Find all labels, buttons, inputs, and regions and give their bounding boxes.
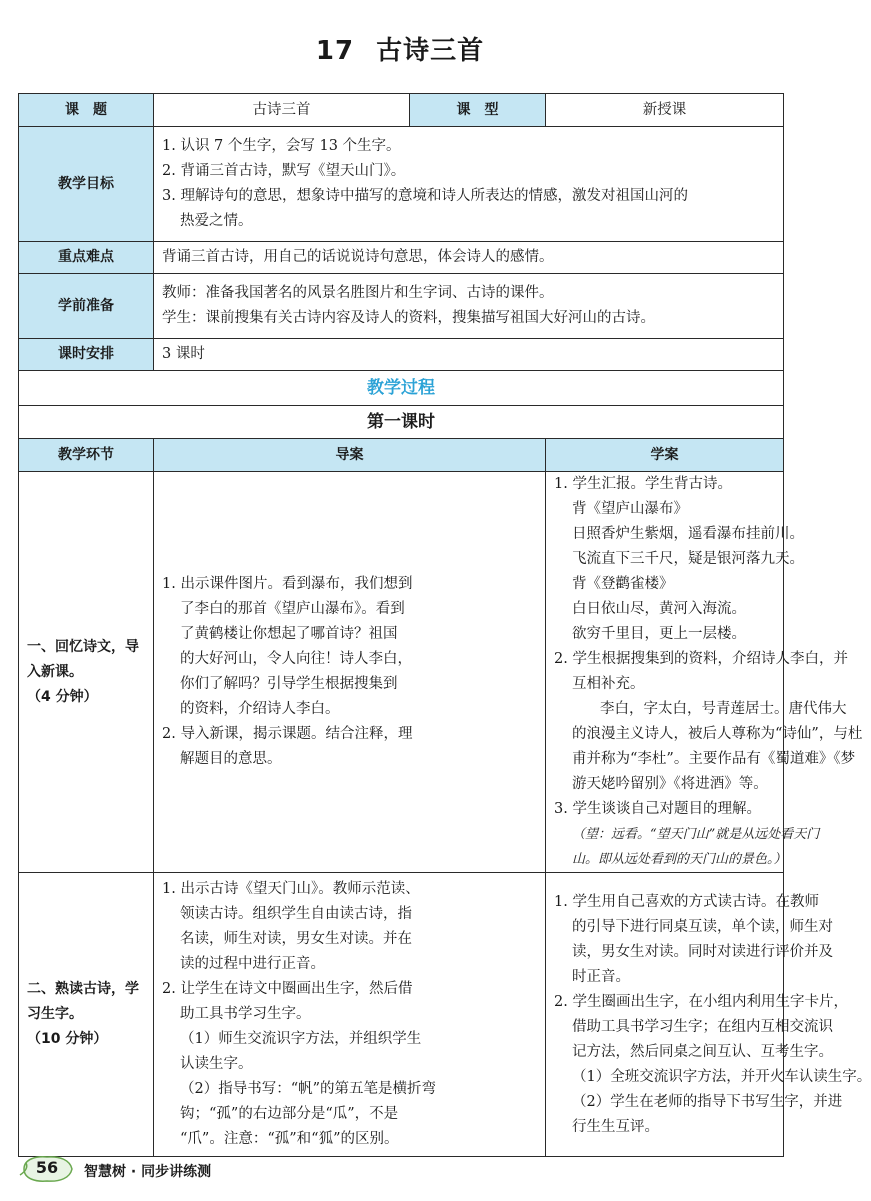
stage-name-line: 二、熟读古诗，学 [27,981,139,997]
text-line: 3. 学生谈谈自己对题目的理解。 [554,801,761,817]
study-header: 学案 [546,439,784,472]
text-line: （1）师生交流识字方法，并组织学生 [180,1031,422,1047]
goal-item: 2. 背诵三首古诗，默写《望天山门》。 [162,163,406,179]
text-line: 你们了解吗？引导学生根据搜集到 [180,676,398,692]
goals-label: 教学目标 [19,127,154,242]
text-line: 读的过程中进行正音。 [180,956,325,972]
text-line: 互相补充。 [572,676,645,692]
text-line: 记方法，然后同桌之间互认、互考生字。 [572,1043,833,1060]
lesson-row [19,406,784,439]
text-line: （1）全班交流识字方法，并开火车认读生字。 [572,1068,871,1085]
text-line: 行生生互评。 [572,1118,659,1135]
goal-item: 热爱之情。 [180,213,253,229]
text-line: 了黄鹤楼让你想起了哪首诗？祖国 [180,626,398,642]
schedule-label: 课时安排 [19,339,154,371]
guide-header: 导案 [154,439,546,472]
goal-item: 1. 认识 7 个生字，会写 13 个生字。 [162,138,401,154]
key-label: 重点难点 [19,242,154,274]
goals-row [19,127,784,242]
text-line: 甫并称为“李杜”。主要作品有《蜀道难》《梦 [572,751,856,767]
stage-time: （10 分钟） [27,1031,108,1047]
text-line: 飞流直下三千尺，疑是银河落九天。 [572,551,804,567]
text-line: 借助工具书学习生字；在组内互相交流识 [572,1018,833,1035]
text-line: 2. 学生根据搜集到的资料，介绍诗人李白，并 [554,651,848,667]
text-line: “爪”。注意：“孤”和“狐”的区别。 [180,1131,399,1147]
text-line: 的资料，介绍诗人李白。 [180,701,340,717]
text-line: 白日依山尽，黄河入海流。 [572,601,746,617]
prep-label: 学前准备 [19,274,154,339]
brand-name: 智慧树 · 同步讲练测 [84,1164,212,1180]
page-footer [18,1153,418,1189]
page-title [0,30,800,67]
text-line: 的引导下进行同桌互读，单个读，师生对 [572,918,833,935]
lesson-number: 17 [315,36,355,66]
process-title: 教学过程 [19,371,784,406]
lesson-name: 古诗三首 [376,36,485,66]
text-line: 的浪漫主义诗人，被后人尊称为“诗仙”，与杜 [572,726,863,742]
stage-time: （4 分钟） [27,688,98,705]
text-line: （2）学生在老师的指导下书写生字，并进 [572,1093,843,1110]
text-line: 领读古诗。组织学生自由读古诗，指 [180,906,412,922]
stage2-row [19,873,784,1157]
text-line: 1. 学生用自己喜欢的方式读古诗。在教师 [554,893,819,910]
text-line: 2. 让学生在诗文中圈画出生字，然后借 [162,981,413,997]
stage1-name [19,472,154,873]
text-line: 山。即从远处看到的天门山的景色。） [572,852,787,867]
page-number: 56 [35,1158,59,1177]
stage1-row [19,472,784,873]
process-title-row [19,371,784,406]
lesson-plan-table [18,93,871,1157]
text-line: 背《登鹳雀楼》 [572,576,674,592]
text-line: 读，男女生对读。同时对读进行评价并及 [572,943,833,960]
prep-row [19,274,784,339]
process-header-row [19,439,784,472]
text-line: 1. 出示古诗《望天门山》。教师示范读、 [162,881,420,897]
stage2-study [546,873,871,1157]
course-value: 古诗三首 [154,94,410,127]
text-line: 认读生字。 [180,1056,253,1072]
text-line: 1. 学生汇报。学生背古诗。 [554,476,732,492]
stage2-name [19,873,154,1157]
text-line: 的大好河山，令人向往！诗人李白， [180,651,412,667]
stage-name-line: 入新课。 [27,663,83,680]
type-value: 新授课 [546,94,784,127]
stage-name-line: 习生字。 [27,1006,83,1022]
text-line: 解题目的意思。 [180,751,282,767]
text-line: （2）指导书写：“帆”的第五笔是横折弯 [180,1081,437,1097]
key-value: 背诵三首古诗，用自己的话说说诗句意思，体会诗人的感情。 [154,242,784,274]
prep-item: 学生：课前搜集有关古诗内容及诗人的资料，搜集描写祖国大好河山的古诗。 [162,310,655,326]
text-line: 游天姥吟留别》《将进酒》等。 [572,776,768,792]
goal-item: 3. 理解诗句的意思，想象诗中描写的意境和诗人所表达的情感，激发对祖国山河的 [162,188,688,204]
stage1-study [546,472,863,873]
stage2-guide [154,873,546,1157]
text-line: 名读，师生对读，男女生对读。并在 [180,931,412,947]
stage-name-line: 一、回忆诗文，导 [27,638,139,655]
text-line: 2. 导入新课，揭示课题。结合注释，理 [162,726,413,742]
text-line: 时正音。 [572,968,630,985]
schedule-value: 3 课时 [154,339,784,371]
text-line: 李白，字太白，号青莲居士。唐代伟大 [600,701,847,717]
text-line: 钩；“孤”的右边部分是“瓜”，不是 [180,1106,399,1122]
stage-header: 教学环节 [19,439,154,472]
course-row [19,94,784,127]
key-row [19,242,784,274]
lesson-title: 第一课时 [19,406,784,439]
type-label: 课 型 [410,94,546,127]
text-line: 2. 学生圈画出生字，在小组内利用生字卡片， [554,993,848,1010]
text-line: （望：远看。“望天门山”就是从远处看天门 [572,827,820,842]
text-line: 欲穷千里目，更上一层楼。 [572,626,746,642]
prep-item: 教师：准备我国著名的风景名胜图片和生字词、古诗的课件。 [162,285,554,301]
course-label: 课 题 [19,94,154,127]
text-line: 背《望庐山瀑布》 [572,501,688,517]
stage1-guide [154,472,546,873]
text-line: 助工具书学习生字。 [180,1006,311,1022]
prep-content [154,274,784,339]
schedule-row [19,339,784,371]
text-line: 日照香炉生紫烟，遥看瀑布挂前川。 [572,526,804,542]
text-line: 1. 出示课件图片。看到瀑布，我们想到 [162,576,413,592]
goals-content [154,127,784,242]
text-line: 了李白的那首《望庐山瀑布》。看到 [180,601,405,617]
